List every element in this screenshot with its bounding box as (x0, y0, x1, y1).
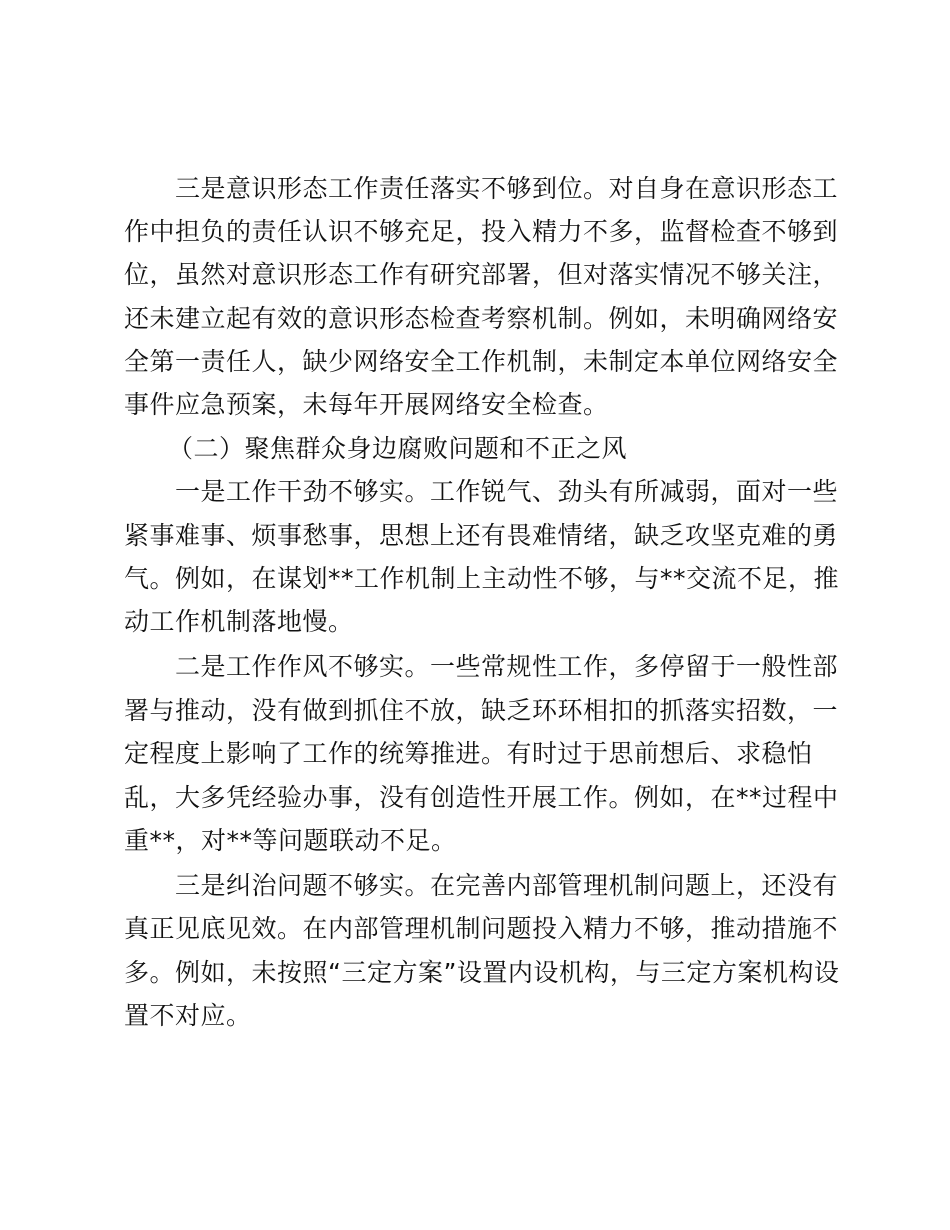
paragraph-1-line-3: 位，虽然对意识形态工作有研究部署，但对落实情况不够关注， (124, 260, 839, 289)
paragraph-3-line-1: 二是工作作风不够实。一些常规性工作，多停留于一般性部 (175, 652, 839, 681)
paragraph-3-line-5: 重**，对**等问题联动不足。 (124, 826, 457, 855)
paragraph-1-line-2: 作中担负的责任认识不够充足，投入精力不多，监督检查不够到 (124, 217, 839, 246)
paragraph-4-line-2: 真正见底见效。在内部管理机制问题投入精力不够，推动措施不 (124, 914, 839, 943)
paragraph-1-line-5: 全第一责任人，缺少网络安全工作机制，未制定本单位网络安全 (124, 347, 839, 376)
paragraph-3-line-2: 署与推动，没有做到抓住不放，缺乏环环相扣的抓落实招数，一 (124, 696, 839, 725)
paragraph-2-line-4: 动工作机制落地慢。 (124, 607, 354, 636)
section-heading: （二）聚焦群众身边腐败问题和不正之风 (168, 434, 628, 463)
paragraph-3-line-4: 乱，大多凭经验办事，没有创造性开展工作。例如，在**过程中 (124, 783, 839, 812)
paragraph-1-line-4: 还未建立起有效的意识形态检查考察机制。例如，未明确网络安 (124, 304, 839, 333)
paragraph-4-line-3: 多。例如，未按照“三定方案”设置内设机构，与三定方案机构设 (124, 958, 840, 987)
paragraph-4-line-4: 置不对应。 (124, 1001, 252, 1030)
paragraph-4-line-1: 三是纠治问题不够实。在完善内部管理机制问题上，还没有 (175, 871, 839, 900)
paragraph-1-line-6: 事件应急预案，未每年开展网络安全检查。 (124, 390, 609, 419)
paragraph-1-line-1: 三是意识形态工作责任落实不够到位。对自身在意识形态工 (175, 174, 839, 203)
paragraph-2-line-2: 紧事难事、烦事愁事，思想上还有畏难情绪，缺乏攻坚克难的勇 (124, 521, 839, 550)
paragraph-3-line-3: 定程度上影响了工作的统筹推进。有时过于思前想后、求稳怕 (124, 739, 813, 768)
paragraph-2-line-1: 一是工作干劲不够实。工作锐气、劲头有所减弱，面对一些 (175, 477, 839, 506)
paragraph-2-line-3: 气。例如，在谋划**工作机制上主动性不够，与**交流不足，推 (124, 564, 840, 593)
